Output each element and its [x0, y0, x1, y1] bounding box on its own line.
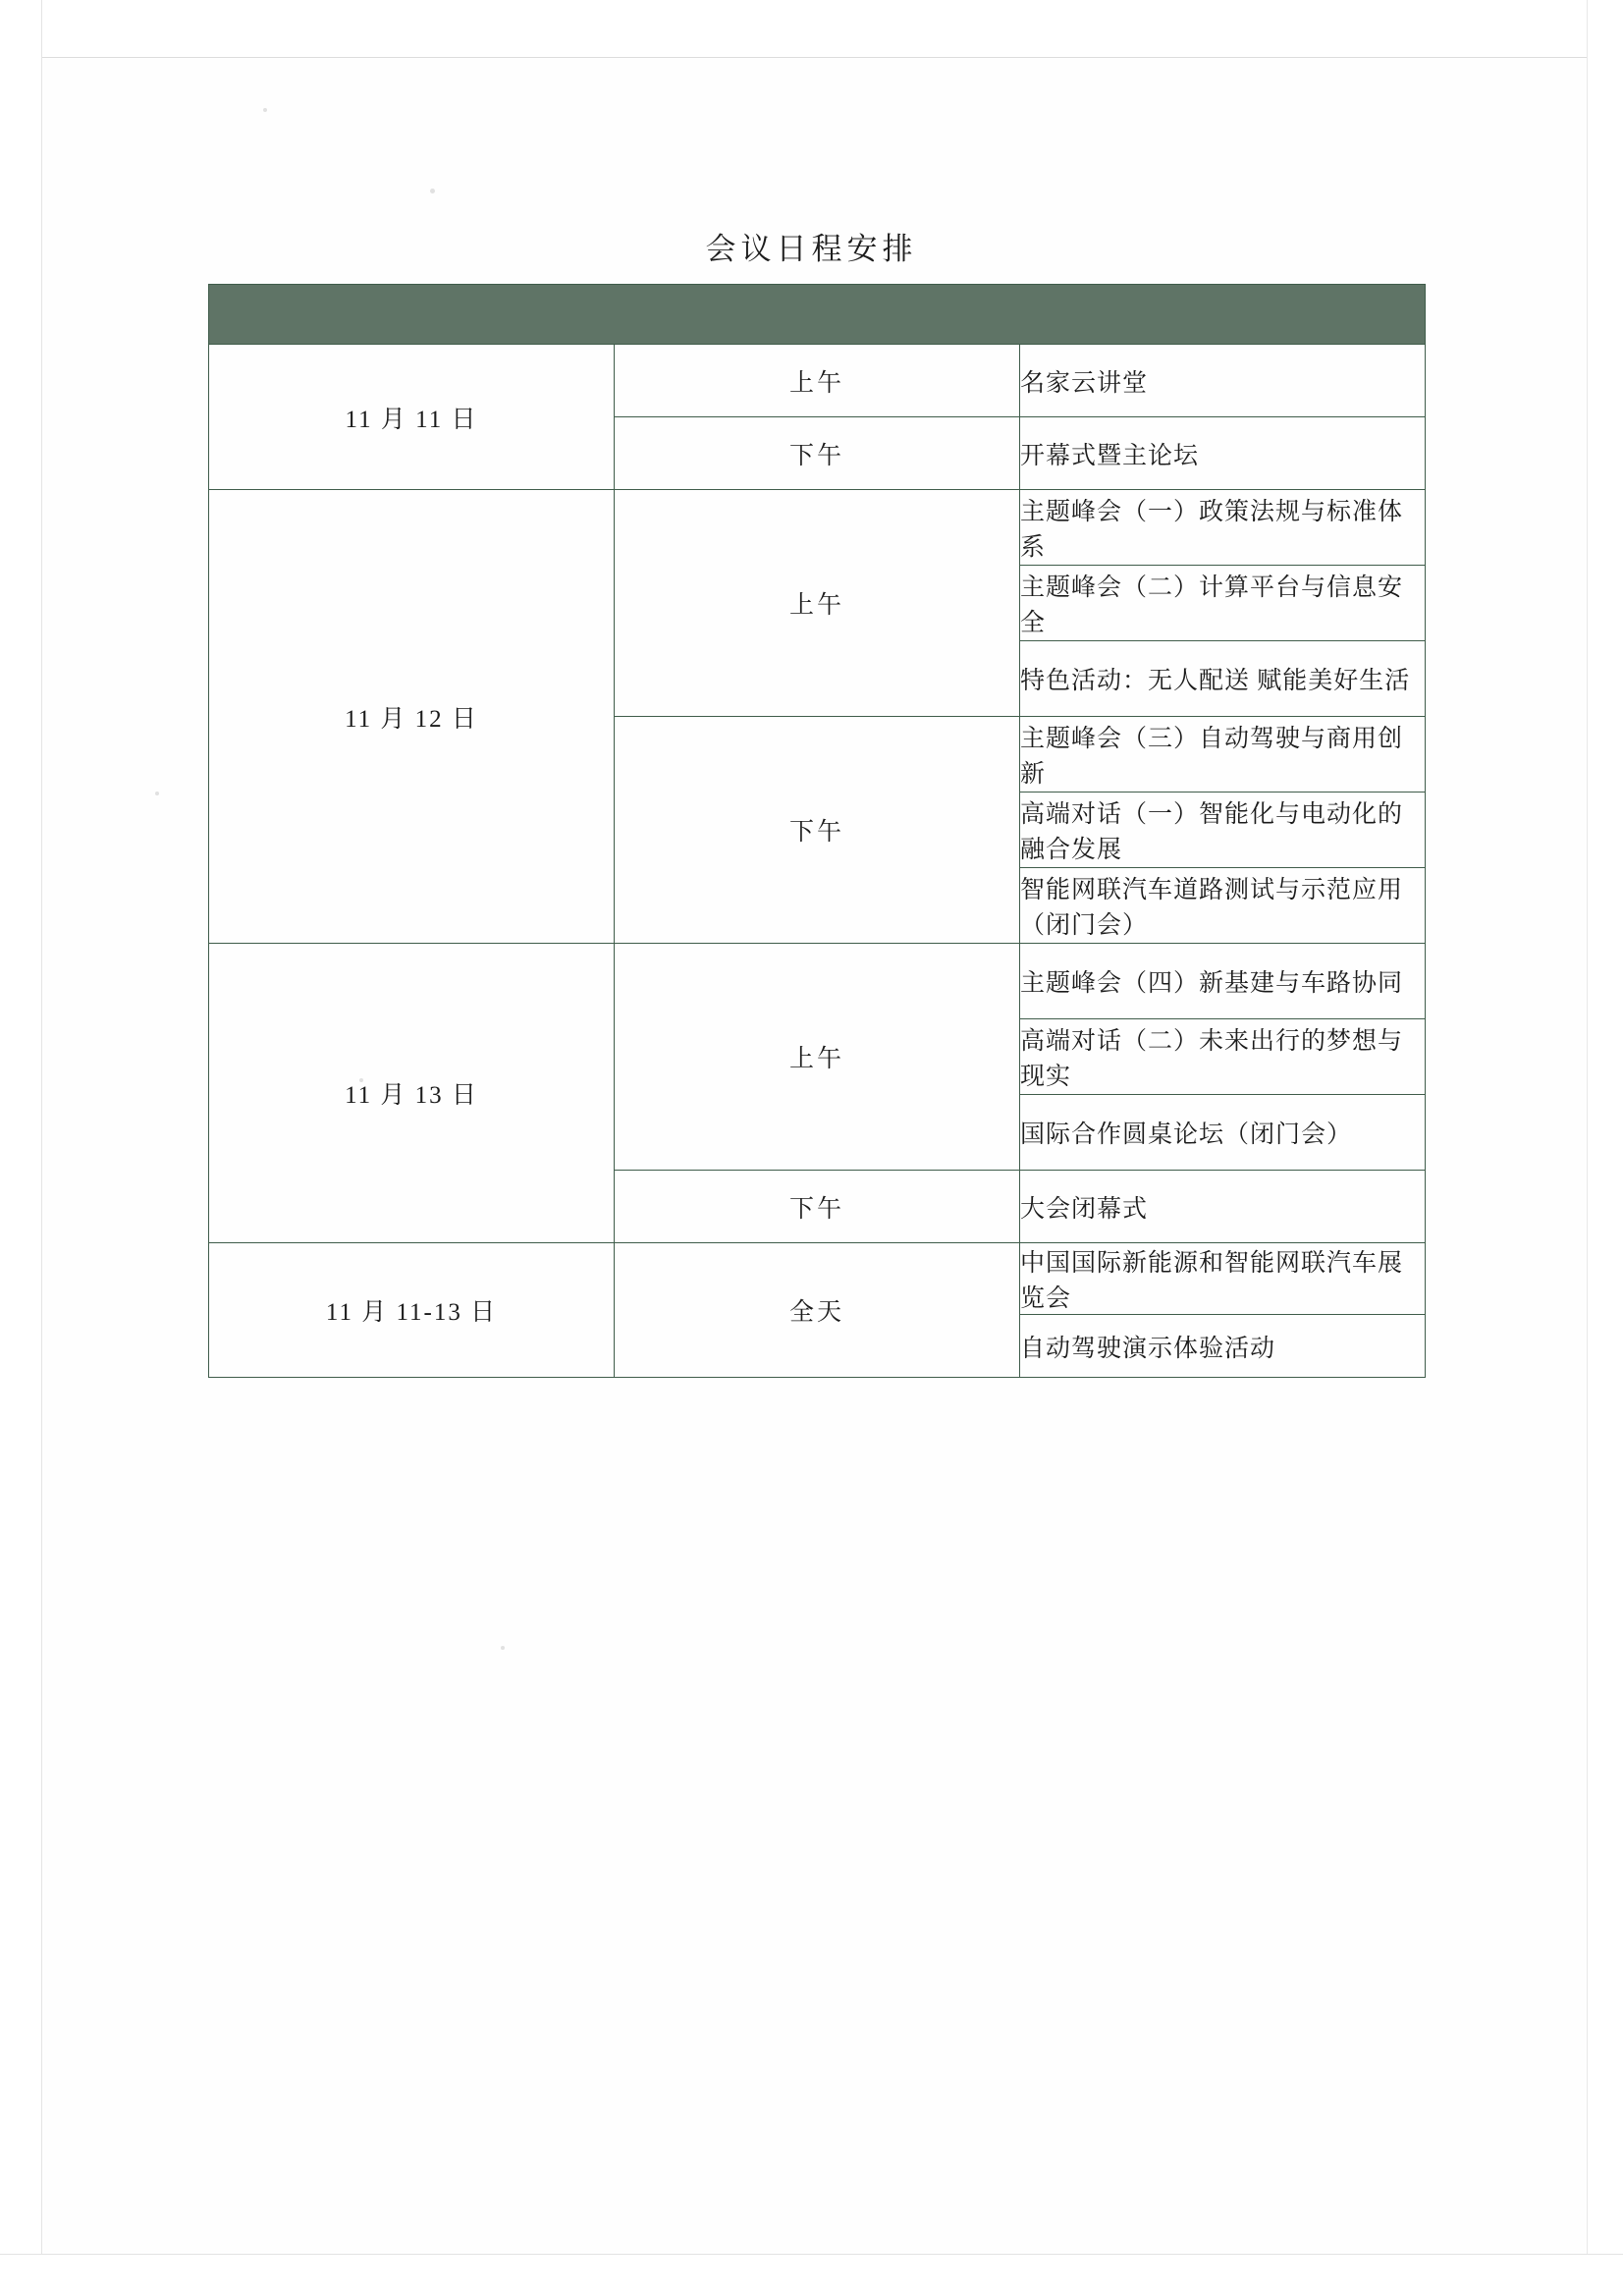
schedule-item: 开幕式暨主论坛 — [1020, 417, 1426, 490]
schedule-item: 中国国际新能源和智能网联汽车展览会 — [1020, 1243, 1426, 1315]
schedule-item: 主题峰会（二）计算平台与信息安全 — [1020, 566, 1426, 641]
schedule-date: 11 月 11-13 日 — [209, 1243, 615, 1378]
scan-speckle — [155, 792, 159, 795]
schedule-item: 大会闭幕式 — [1020, 1171, 1426, 1243]
page-edge-bottom — [0, 2254, 1623, 2296]
schedule-item: 主题峰会（一）政策法规与标准体系 — [1020, 490, 1426, 566]
schedule-item: 高端对话（一）智能化与电动化的融合发展 — [1020, 793, 1426, 868]
page-edge-right — [1587, 0, 1623, 2296]
schedule-item: 主题峰会（三）自动驾驶与商用创新 — [1020, 717, 1426, 793]
table-row — [209, 490, 1426, 566]
page-title: 会议日程安排 — [705, 232, 918, 266]
scan-speckle — [501, 1646, 505, 1650]
schedule-half-day: 上午 — [615, 490, 1020, 717]
schedule-item: 特色活动：无人配送 赋能美好生活 — [1020, 641, 1426, 717]
schedule-half-day: 下午 — [615, 1171, 1020, 1243]
table-header-band — [209, 285, 1426, 345]
scan-speckle — [430, 189, 435, 193]
table-row — [209, 1243, 1426, 1315]
schedule-half-day: 下午 — [615, 717, 1020, 944]
schedule-item: 自动驾驶演示体验活动 — [1020, 1315, 1426, 1378]
schedule-item: 名家云讲堂 — [1020, 345, 1426, 417]
schedule-half-day: 上午 — [615, 345, 1020, 417]
schedule-item: 国际合作圆桌论坛（闭门会） — [1020, 1095, 1426, 1171]
schedule-item: 高端对话（二）未来出行的梦想与现实 — [1020, 1019, 1426, 1095]
table-header-band-row — [209, 285, 1426, 345]
page-edge-left — [0, 0, 42, 2296]
schedule-half-day: 上午 — [615, 944, 1020, 1171]
schedule-date: 11 月 11 日 — [209, 345, 615, 490]
schedule-item: 主题峰会（四）新基建与车路协同 — [1020, 944, 1426, 1019]
schedule-date: 11 月 12 日 — [209, 490, 615, 944]
table-row — [209, 944, 1426, 1019]
schedule-half-day: 下午 — [615, 417, 1020, 490]
conference-schedule-table — [208, 284, 1426, 1378]
scan-speckle — [263, 108, 267, 112]
schedule-item: 智能网联汽车道路测试与示范应用（闭门会） — [1020, 868, 1426, 944]
schedule-date: 11 月 13 日 — [209, 944, 615, 1243]
schedule-half-day: 全天 — [615, 1243, 1020, 1378]
table-row — [209, 345, 1426, 417]
page-edge-top — [0, 0, 1623, 58]
